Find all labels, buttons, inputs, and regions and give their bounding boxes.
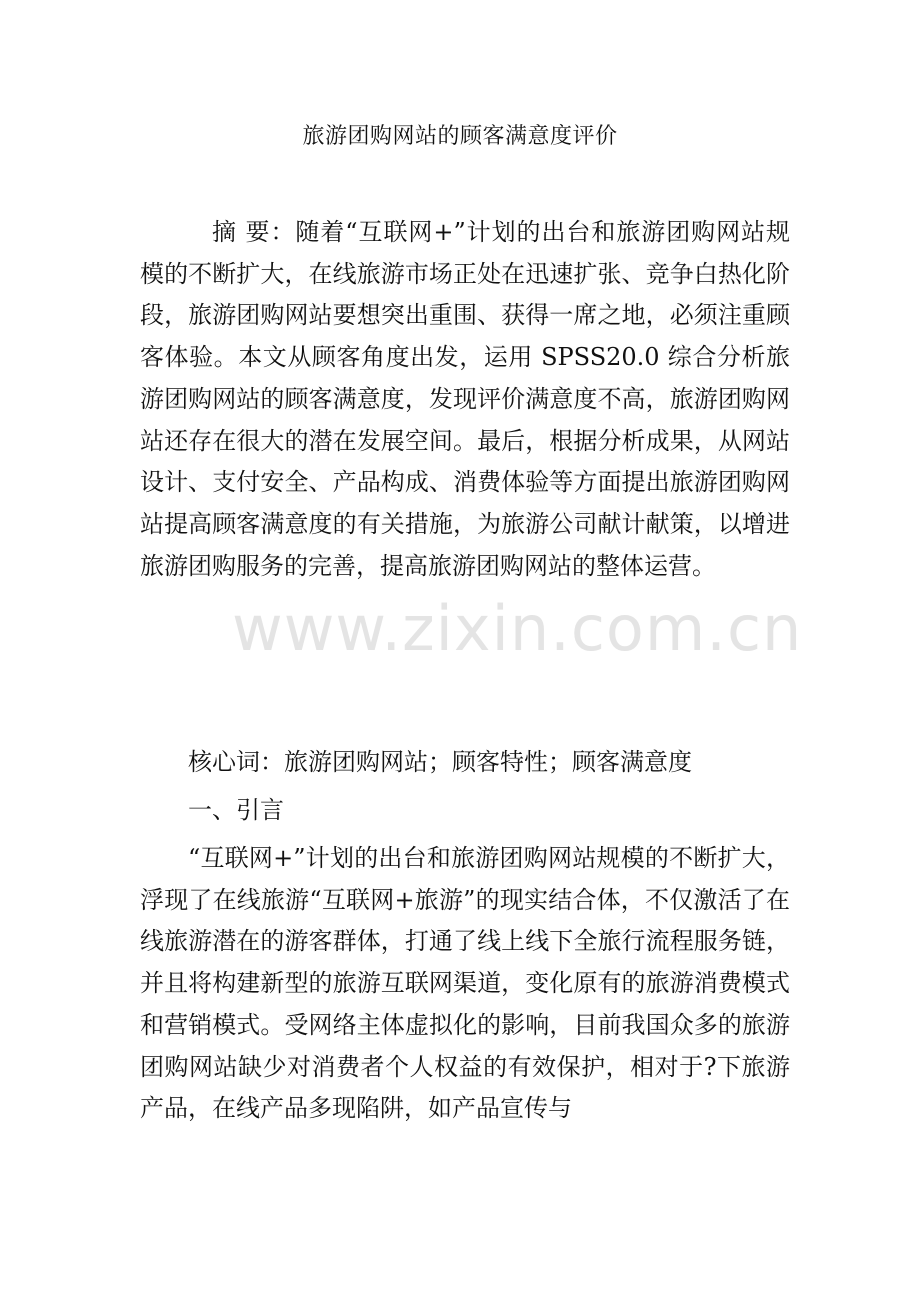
watermark-text: www.zixin.com.cn xyxy=(232,592,803,665)
keywords-line: 核心词：旅游团购网站；顾客特性；顾客满意度 xyxy=(188,748,692,776)
abstract-body: 随着“互联网+”计划的出台和旅游团购网站规模的不断扩大，在线旅游市场正处在迅速扩张、竞争白热化阶段，旅游团购网站要想突出重围、获得一席之地，必须注重顾客体验。本文从顾客角度出发，运用 SPSS20.0 综合分析旅游团购网站的顾客满意度，发现评价满意度不高，旅游团购网站还存在很大的潜在发展空间。最后，根据分析成果，从网站设计、支付安全、产品构成、消费体验等方面提出旅游团购网站提高顾客满意度的有关措施，为旅游公司献计献策，以增进旅游团购服务的完善，提高旅游团购网站的整体运营。 xyxy=(140,218,790,580)
abstract-paragraph xyxy=(140,212,790,587)
document-title: 旅游团购网站的顾客满意度评价 xyxy=(302,124,618,149)
intro-paragraph: “互联网+”计划的出台和旅游团购网站规模的不断扩大，浮现了在线旅游“互联网+旅游”的现实结合体，不仅激活了在线旅游潜在的游客群体，打通了线上线下全旅行流程服务链，并且将构建新型的旅游互联网渠道，变化原有的旅游消费模式和营销模式。受网络主体虚拟化的影响，目前我国众多的旅游团购网站缺少对消费者个人权益的有效保护，相对于?下旅游产品，在线产品多现陷阱，如产品宣传与 xyxy=(140,844,790,1123)
section-heading: 一、引言 xyxy=(188,796,284,824)
abstract-label: 摘 要： xyxy=(212,218,296,246)
